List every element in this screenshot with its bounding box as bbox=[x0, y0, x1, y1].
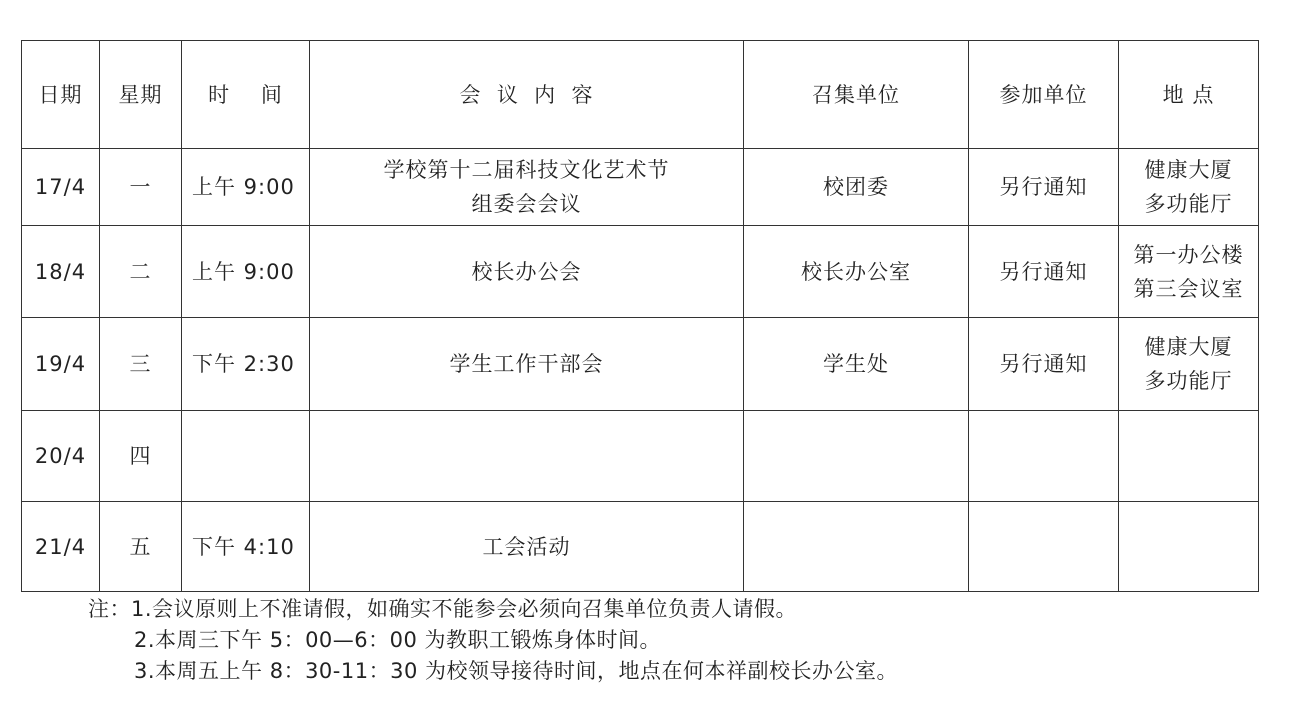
header-convener: 召集单位 bbox=[744, 41, 969, 149]
header-content: 会 议 内 容 bbox=[310, 41, 744, 149]
weekday-cell: 一 bbox=[100, 149, 182, 226]
time-cell bbox=[182, 411, 310, 502]
note-line: 3.本周五上午 8：30-11：30 为校领导接待时间，地点在何本祥副校长办公室。 bbox=[134, 659, 898, 683]
location-cell bbox=[1119, 149, 1259, 226]
location-cell bbox=[1119, 226, 1259, 318]
location-line: 健康大厦 bbox=[1144, 335, 1233, 359]
location-line: 多功能厅 bbox=[1144, 369, 1233, 393]
content-cell: 学生工作干部会 bbox=[310, 318, 744, 411]
header-location: 地 点 bbox=[1119, 41, 1259, 149]
participants-cell bbox=[969, 502, 1119, 592]
table-row bbox=[22, 502, 1259, 592]
location-line: 第一办公楼 bbox=[1133, 242, 1244, 267]
location-line: 第三会议室 bbox=[1133, 276, 1244, 301]
convener-cell bbox=[744, 502, 969, 592]
participants-cell: 另行通知 bbox=[969, 226, 1119, 318]
convener-cell: 学生处 bbox=[744, 318, 969, 411]
time-cell: 上午 9:00 bbox=[182, 149, 310, 226]
time-cell: 上午 9:00 bbox=[182, 226, 310, 318]
meeting-schedule-table bbox=[21, 40, 1259, 592]
header-weekday: 星期 bbox=[100, 41, 182, 149]
notes-section bbox=[88, 594, 898, 687]
date-cell: 21/4 bbox=[22, 502, 100, 592]
location-cell bbox=[1119, 502, 1259, 592]
table-row bbox=[22, 149, 1259, 226]
date-cell: 20/4 bbox=[22, 411, 100, 502]
header-time: 时 间 bbox=[182, 41, 310, 149]
participants-cell: 另行通知 bbox=[969, 318, 1119, 411]
convener-cell: 校团委 bbox=[744, 149, 969, 226]
time-cell: 下午 4:10 bbox=[182, 502, 310, 592]
convener-cell bbox=[744, 411, 969, 502]
content-line: 组委会会议 bbox=[471, 192, 582, 216]
participants-cell: 另行通知 bbox=[969, 149, 1119, 226]
note-line: 2.本周三下午 5：00—6：00 为教职工锻炼身体时间。 bbox=[134, 628, 662, 652]
date-cell: 17/4 bbox=[22, 149, 100, 226]
date-cell: 18/4 bbox=[22, 226, 100, 318]
weekday-cell: 四 bbox=[100, 411, 182, 502]
weekday-cell: 三 bbox=[100, 318, 182, 411]
note-line: 注：1.会议原则上不准请假，如确实不能参会必须向召集单位负责人请假。 bbox=[88, 597, 798, 621]
location-cell bbox=[1119, 411, 1259, 502]
location-line: 健康大厦 bbox=[1144, 158, 1233, 182]
content-cell: 工会活动 bbox=[310, 502, 744, 592]
header-date: 日期 bbox=[22, 41, 100, 149]
table-row bbox=[22, 411, 1259, 502]
table-row bbox=[22, 318, 1259, 411]
time-cell: 下午 2:30 bbox=[182, 318, 310, 411]
convener-cell: 校长办公室 bbox=[744, 226, 969, 318]
location-cell bbox=[1119, 318, 1259, 411]
table-row bbox=[22, 226, 1259, 318]
weekday-cell: 二 bbox=[100, 226, 182, 318]
date-cell: 19/4 bbox=[22, 318, 100, 411]
content-line: 学校第十二届科技文化艺术节 bbox=[383, 158, 670, 182]
weekday-cell: 五 bbox=[100, 502, 182, 592]
location-line: 多功能厅 bbox=[1144, 192, 1233, 216]
participants-cell bbox=[969, 411, 1119, 502]
header-participants: 参加单位 bbox=[969, 41, 1119, 149]
content-cell bbox=[310, 411, 744, 502]
header-row bbox=[22, 41, 1259, 149]
content-cell bbox=[310, 149, 744, 226]
content-cell: 校长办公会 bbox=[310, 226, 744, 318]
